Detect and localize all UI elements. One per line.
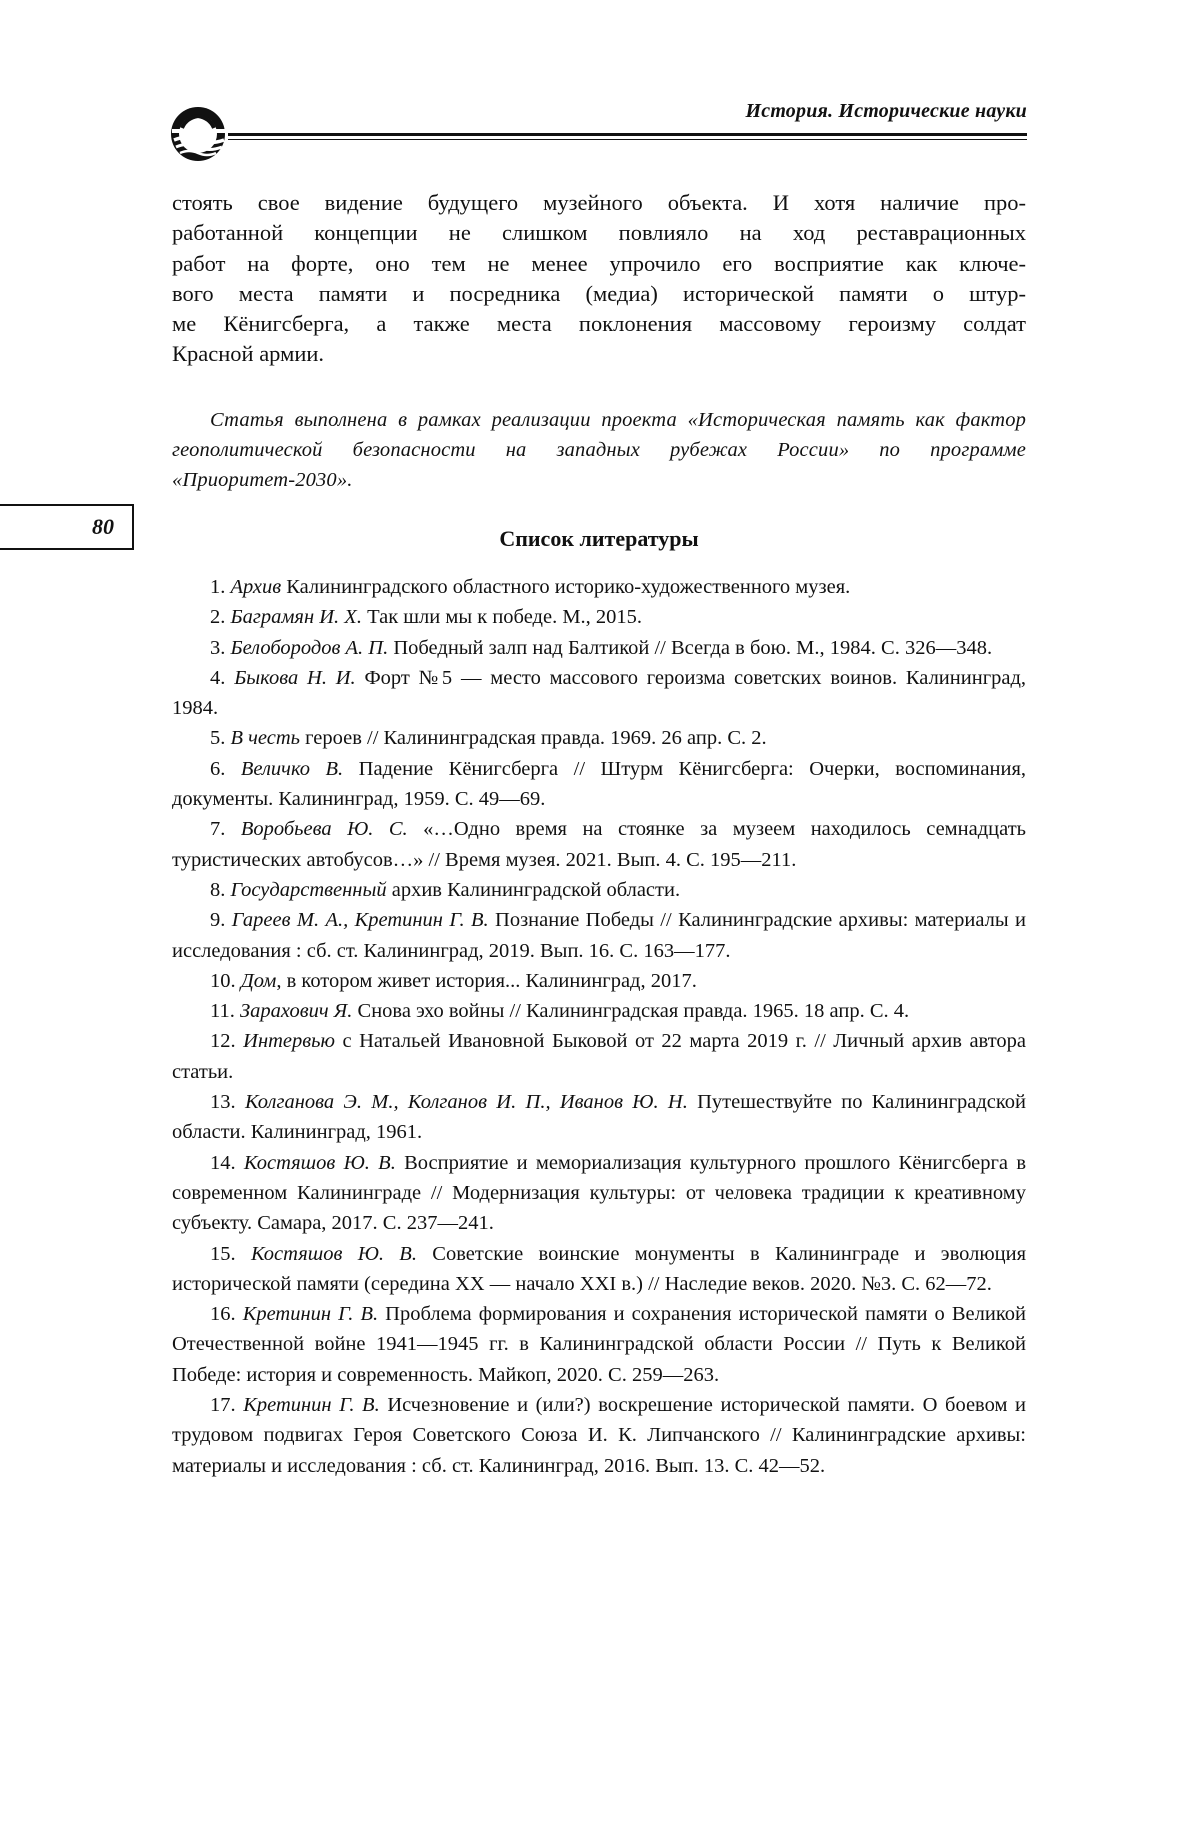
body-line: Красной армии. xyxy=(172,341,325,367)
publisher-wave-logo-icon xyxy=(170,102,234,166)
reference-author: В честь xyxy=(230,727,300,750)
reference-text: Так шли мы к победе. М., 2015. xyxy=(361,606,643,629)
reference-number: 15. xyxy=(210,1242,236,1265)
reference-item xyxy=(172,966,1026,996)
reference-text: Советские воинские монументы в Калининграде и эволюция исторической памяти (середина XX — начало XXI в.) // Наследие веков. 2020. №3. С. 62—72. xyxy=(172,1242,1026,1295)
funding-note: Статья выполнена в рамках реализации проекта «Историческая память как фактор геополитической безопасности на западных рубежах России» по программе «Приоритет-2030». xyxy=(172,408,1026,492)
reference-item xyxy=(172,875,1026,905)
reference-number: 14. xyxy=(210,1151,236,1174)
reference-item xyxy=(172,905,1026,966)
reference-number: 8. xyxy=(210,878,226,901)
reference-text: архив Калининградской области. xyxy=(386,878,681,901)
body-line: вого места памяти и посредника (медиа) исторической памяти о штур- xyxy=(172,280,1026,306)
reference-text: Форт №5 — место массового героизма советских воинов. Калининград, 1984. xyxy=(172,666,1027,720)
reference-item xyxy=(172,754,1026,815)
reference-text: Калининградского областного историко-художественного музея. xyxy=(281,576,851,598)
reference-author: Баграмян И. Х. xyxy=(230,606,362,629)
page-number-box xyxy=(0,504,134,550)
reference-author: Кретинин Г. В. xyxy=(243,1394,380,1417)
reference-author: Костяшов Ю. В. xyxy=(250,1242,417,1265)
reference-number: 16. xyxy=(210,1303,236,1326)
page-content xyxy=(172,188,1027,1477)
reference-number: 2. xyxy=(210,606,226,629)
running-title: История. Исторические науки xyxy=(745,100,1027,122)
reference-number: 10. xyxy=(210,969,236,992)
reference-item xyxy=(172,996,1026,1026)
reference-author: Интервью xyxy=(243,1030,335,1053)
reference-number: 1. xyxy=(210,576,226,598)
body-line: ме Кёнигсберга, а также места поклонения массовому героизму солдат xyxy=(172,311,1026,337)
page-number: 80 xyxy=(92,514,114,539)
reference-number: 3. xyxy=(210,636,226,659)
reference-number: 11. xyxy=(210,1000,235,1023)
reference-item xyxy=(172,1026,1026,1087)
reference-author: Величко В. xyxy=(240,757,344,780)
reference-author: Гареев М. А., Кретинин Г. В. xyxy=(231,909,489,932)
reference-item xyxy=(172,1087,1026,1148)
reference-item xyxy=(172,1239,1026,1300)
reference-item xyxy=(172,1148,1026,1239)
reference-number: 13. xyxy=(210,1091,236,1114)
reference-item xyxy=(172,1299,1026,1390)
reference-item xyxy=(172,572,1026,602)
reference-author: Кретинин Г. В. xyxy=(242,1303,379,1326)
header-rule-thick xyxy=(228,133,1027,136)
reference-number: 4. xyxy=(210,666,226,689)
reference-number: 6. xyxy=(210,757,226,780)
reference-text: Исчезновение и (или?) воскрешение исторической памяти. О боевом и трудовом подвигах Героя Советского Союза И. К. Липчанского // Калининградские архивы: материалы и исследования : сб. ст. Калининград, 2016. Вып. 13. С. 42—52. xyxy=(172,1394,1026,1477)
reference-author: Воробьева Ю. С. xyxy=(240,818,408,841)
reference-text: Проблема формирования и сохранения исторической памяти о Великой Отечественной войне 1941—1945 гг. в Калининградской области России // Путь к Великой Победе: история и современность. Майкоп, 2020. С. 259—263. xyxy=(172,1303,1026,1386)
reference-author: Быкова Н. И. xyxy=(234,666,356,689)
reference-item xyxy=(172,663,1026,724)
reference-author: Колганова Э. М., Колганов И. П., Иванов Ю. Н. xyxy=(244,1091,688,1114)
reference-number: 5. xyxy=(210,727,226,750)
reference-author: Костяшов Ю. В. xyxy=(243,1151,396,1174)
reference-number: 17. xyxy=(210,1394,236,1417)
reference-author: Белобородов А. П. xyxy=(230,636,389,659)
page-header xyxy=(170,98,1027,168)
reference-text: Познание Победы // Калининградские архивы: материалы и исследования : сб. ст. Калининград, 2019. Вып. 16. С. 163—177. xyxy=(172,909,1026,962)
reference-author: Архив xyxy=(230,576,282,598)
reference-number: 12. xyxy=(210,1030,236,1053)
reference-item xyxy=(172,723,1026,753)
reference-item xyxy=(172,602,1026,632)
body-line: работанной концепции не слишком повлияло на ход реставрационных xyxy=(172,220,1026,246)
body-line: стоять свое видение будущего музейного объекта. И хотя наличие про- xyxy=(172,190,1026,215)
reference-author: Государственный xyxy=(230,878,387,901)
reference-text: , в котором живет история... Калининград, 2017. xyxy=(276,969,697,992)
reference-text: Восприятие и мемориализация культурного прошлого Кёнигсберга в современном Калининграде // Модернизация культуры: от человека традиции к креативному субъекту. Самара, 2017. С. 237—241. xyxy=(172,1151,1027,1235)
references-title: Список литературы xyxy=(499,526,699,551)
header-rule-thin xyxy=(228,139,1027,140)
reference-item xyxy=(172,1390,1026,1481)
reference-text: «…Одно время на стоянке за музеем находилось семнадцать туристических автобусов…» // Время музея. 2021. Вып. 4. С. 195—211. xyxy=(172,818,1026,871)
reference-item xyxy=(172,814,1026,875)
body-paragraph xyxy=(172,188,1026,370)
reference-text: Путешествуйте по Калининградской области. Калининград, 1961. xyxy=(172,1091,1026,1144)
reference-text: Падение Кёнигсберга // Штурм Кёнигсберга: Очерки, воспоминания, документы. Калининград, 1959. С. 49—69. xyxy=(172,757,1026,811)
reference-author: Зарахович Я. xyxy=(240,1000,353,1023)
reference-text: Победный залп над Балтикой // Всегда в бою. М., 1984. С. 326—348. xyxy=(388,636,993,659)
reference-number: 9. xyxy=(210,909,226,932)
reference-number: 7. xyxy=(210,818,226,841)
references-list xyxy=(172,572,1026,1481)
reference-text: Снова эхо войны // Калининградская правда. 1965. 18 апр. С. 4. xyxy=(352,1000,910,1023)
body-line: работ на форте, оно тем не менее упрочило его восприятие как ключе- xyxy=(172,250,1026,276)
reference-item xyxy=(172,633,1026,663)
reference-text: героев // Калининградская правда. 1969. 26 апр. С. 2. xyxy=(300,727,767,750)
reference-author: Дом xyxy=(240,969,277,992)
reference-text: с Натальей Ивановной Быковой от 22 марта 2019 г. // Личный архив автора статьи. xyxy=(172,1030,1026,1083)
